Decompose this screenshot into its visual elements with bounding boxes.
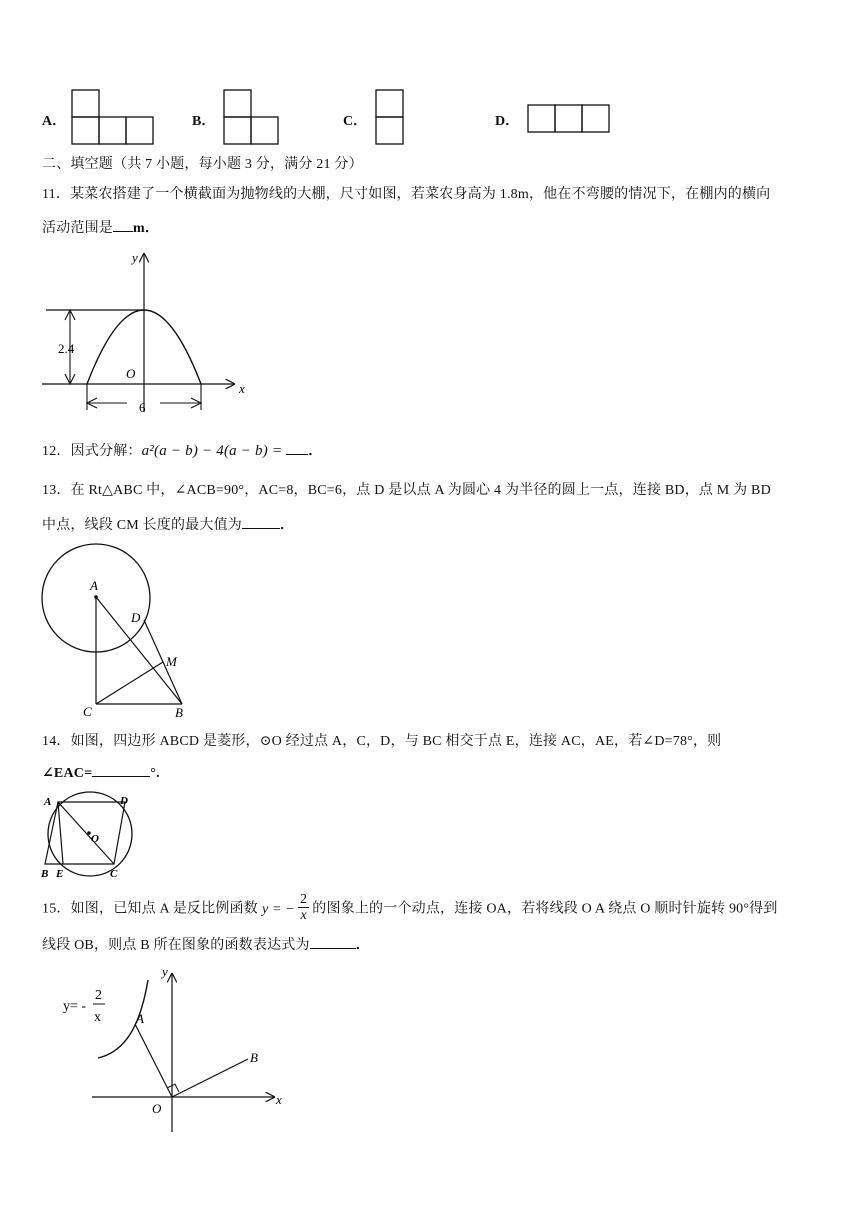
option-b-figure: [222, 88, 282, 146]
q13-circle-figure: [38, 540, 198, 720]
q14-line2-post: °.: [150, 766, 160, 781]
q14-answer-blank: [92, 764, 150, 777]
q13-answer-blank: [242, 516, 280, 529]
label-b: B: [175, 705, 183, 720]
q12-pre: 12．因式分解：: [42, 444, 142, 459]
q15-func-denominator: x: [300, 908, 307, 923]
q11-answer-blank: [113, 219, 133, 232]
q11-line2-post: m．: [133, 221, 160, 236]
section-title: 二、填空题（共 7 小题，每小题 3 分，满分 21 分）: [42, 157, 363, 172]
q11-line2-pre: 活动范围是: [42, 221, 113, 236]
width-label: 6: [139, 400, 146, 415]
q13-line2-post: ．: [280, 518, 295, 533]
q13-line2-pre: 中点，线段 CM 长度的最大值为: [42, 518, 242, 533]
y-axis-label: y: [132, 250, 138, 265]
q15-func-lhs: y = −: [261, 901, 296, 917]
q14-line2: [42, 764, 160, 782]
q11-parabola-figure: [38, 246, 253, 418]
curve-eq-denominator: x: [94, 1010, 101, 1025]
label-a: A: [90, 578, 98, 593]
q15-line1: [42, 894, 778, 925]
origin-label: O: [126, 366, 136, 381]
q15-answer-blank: [310, 936, 356, 949]
q14-line2-pre: ∠EAC=: [42, 766, 93, 781]
option-c-figure: [374, 88, 406, 146]
label-d: D: [131, 610, 141, 625]
label-m: M: [166, 654, 177, 669]
label-d: D: [120, 795, 128, 807]
label-a: A: [44, 796, 52, 808]
option-a-label: A．: [42, 114, 67, 129]
label-c: C: [110, 868, 118, 880]
q12-post: ．: [308, 444, 323, 459]
option-c-label: C．: [343, 114, 368, 129]
x-axis-label: x: [239, 381, 245, 396]
q15-fraction: [298, 892, 309, 923]
q12-answer-blank: [286, 442, 308, 455]
segment-cm: [96, 662, 163, 704]
option-a-figure: [70, 88, 156, 146]
q15-func-numerator: 2: [300, 892, 308, 907]
q14-line1: 14．如图，四边形 ABCD 是菱形，⊙O 经过点 A，C，D，与 BC 相交于点 E，连接 AC，AE，若∠D=78°，则: [42, 734, 722, 749]
q15-line2-post: ．: [355, 938, 370, 953]
segment-ob: [172, 1059, 248, 1097]
height-label: 2.4: [58, 341, 75, 356]
option-d-figure: [526, 103, 612, 135]
label-a: A: [136, 1011, 144, 1026]
q15-pre: 15．如图，已知点 A 是反比例函数: [42, 901, 258, 917]
q13-line1: 13．在 Rt△ABC 中，∠ACB=90°，AC=8，BC=6，点 D 是以点 A 为圆心 4 为半径的圆上一点，连接 BD，点 M 为 BD: [42, 483, 771, 498]
q12-line: [42, 440, 322, 460]
q13-line2: [42, 514, 294, 534]
label-c: C: [83, 704, 92, 719]
q12-expression: a²(a − b) − 4(a − b) =: [141, 443, 283, 459]
segment-oa: [135, 1024, 172, 1097]
segment-ac: [58, 802, 114, 864]
y-axis-label: y: [162, 964, 168, 979]
label-o: O: [91, 833, 99, 845]
q11-line2: [42, 217, 159, 237]
label-o: O: [152, 1101, 162, 1116]
q15-mid: 的图象上的一个动点，连接 OA，若将线段 O A 绕点 O 顺时针旋转 90°得到: [312, 901, 778, 917]
label-b: B: [41, 868, 49, 880]
segment-ae: [58, 802, 63, 864]
q15-line2: [42, 934, 370, 954]
q14-rhombus-figure: [38, 790, 140, 880]
label-e: E: [56, 868, 64, 880]
option-d-label: D．: [495, 114, 520, 129]
label-b: B: [250, 1050, 258, 1065]
rhombus-abcd: [45, 802, 125, 864]
q15-line2-pre: 线段 OB，则点 B 所在图象的函数表达式为: [42, 938, 310, 953]
option-b-label: B．: [192, 114, 216, 129]
curve-eq-lhs: y= -: [63, 999, 87, 1014]
x-axis-label: x: [276, 1092, 282, 1107]
q11-line1: 11．某菜农搭建了一个横截面为抛物线的大棚，尺寸如图，若菜农身高为 1.8m，他在不弯腰的情况下，在棚内的横向: [42, 187, 771, 202]
curve-eq-numerator: 2: [95, 988, 102, 1003]
q15-rotation-figure: [58, 960, 298, 1135]
